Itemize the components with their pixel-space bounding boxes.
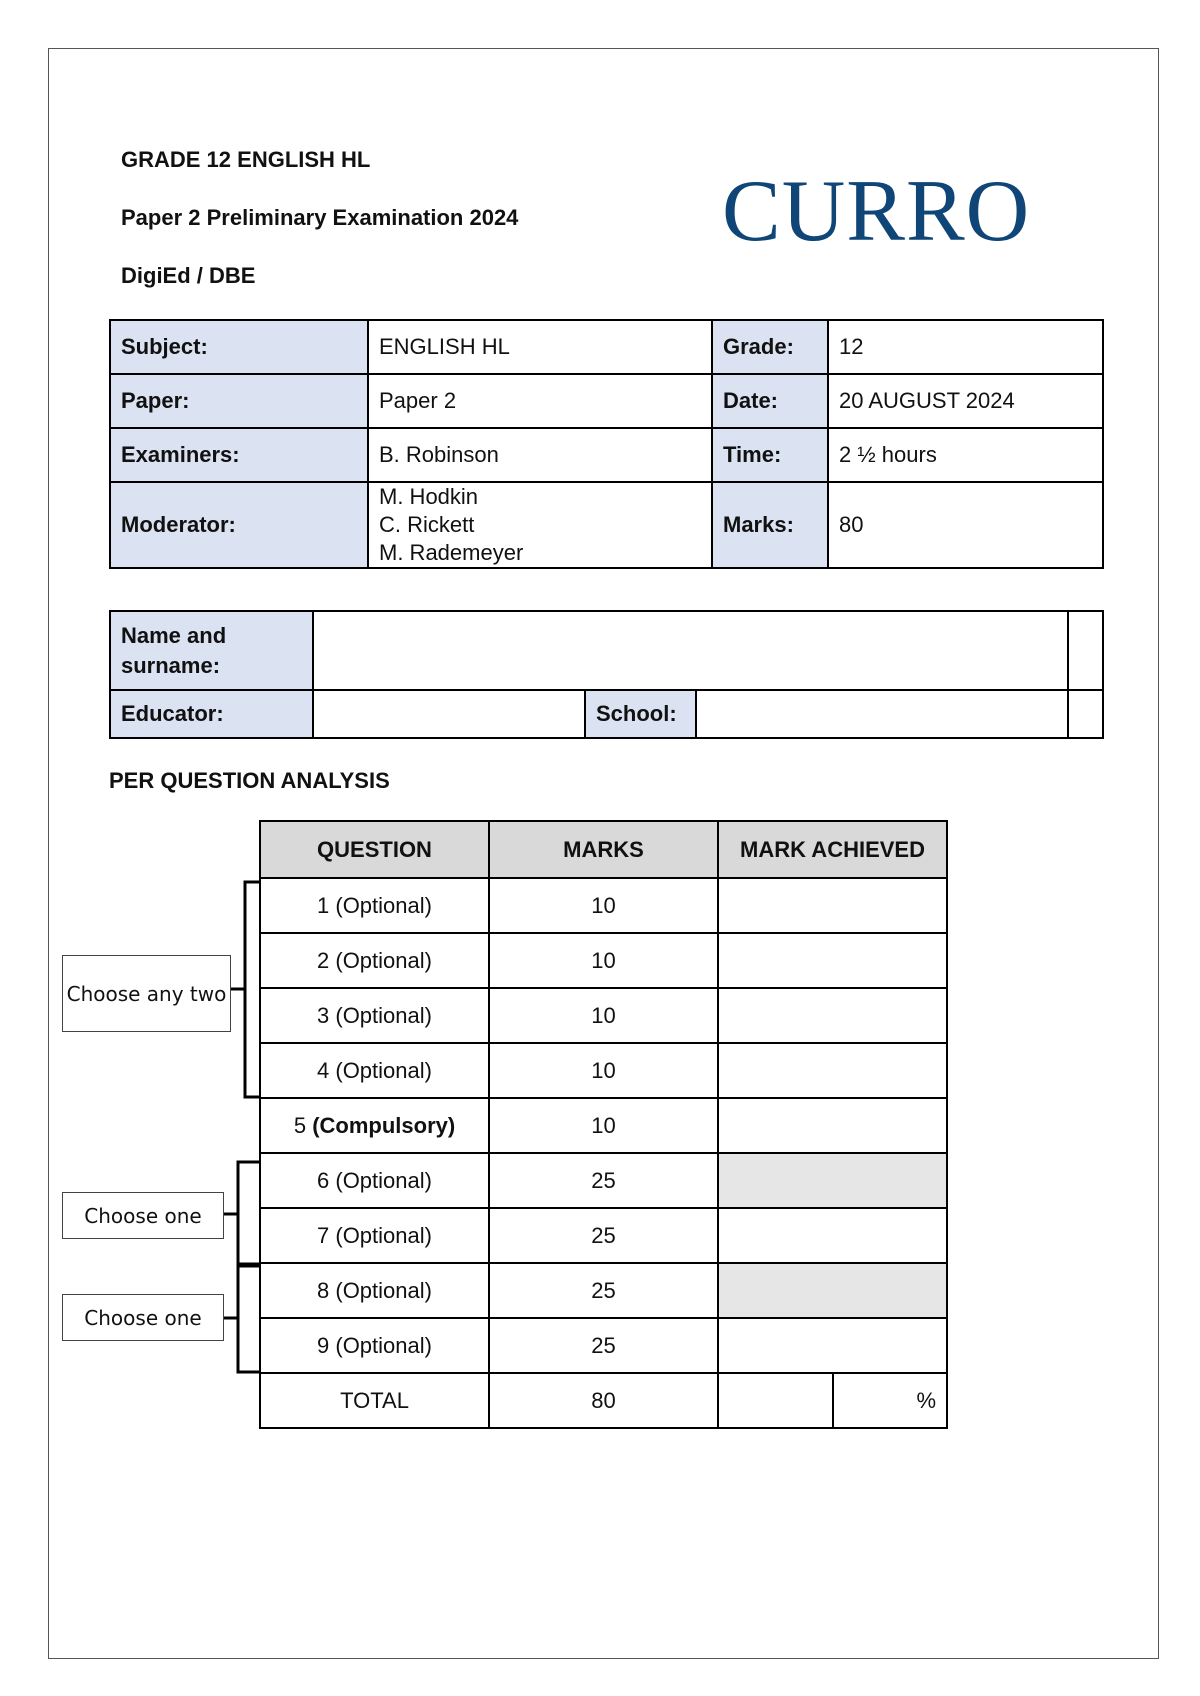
mark-achieved-column-header: MARK ACHIEVED bbox=[718, 821, 947, 878]
marks-cell: 10 bbox=[489, 1098, 718, 1153]
marks-cell: 25 bbox=[489, 1153, 718, 1208]
header-source: DigiEd / DBE bbox=[121, 263, 256, 288]
total-label: TOTAL bbox=[260, 1373, 489, 1428]
question-number: 5 bbox=[293, 1112, 307, 1138]
moderator-name: M. Rademeyer bbox=[379, 540, 524, 565]
bracket-questions-1-4 bbox=[245, 882, 259, 1097]
question-cell: 4 (Optional) bbox=[260, 1043, 489, 1098]
grade-label: Grade: bbox=[712, 320, 828, 374]
bracket-questions-6-7 bbox=[238, 1162, 259, 1264]
analysis-title: PER QUESTION ANALYSIS bbox=[109, 768, 390, 793]
choose-one-callout-b: Choose one bbox=[62, 1294, 224, 1341]
marks-cell: 10 bbox=[489, 988, 718, 1043]
question-cell: 2 (Optional) bbox=[260, 933, 489, 988]
marks-cell: 25 bbox=[489, 1263, 718, 1318]
question-cell: 7 (Optional) bbox=[260, 1208, 489, 1263]
moderator-label: Moderator: bbox=[110, 482, 368, 568]
question-column-header: QUESTION bbox=[260, 821, 489, 878]
marks-cell: 10 bbox=[489, 1043, 718, 1098]
name-surname-label: Name and surname: bbox=[110, 611, 313, 690]
date-label: Date: bbox=[712, 374, 828, 428]
curro-logo: CURRO bbox=[722, 163, 1031, 260]
date-value: 20 AUGUST 2024 bbox=[828, 374, 1103, 428]
total-marks: 80 bbox=[489, 1373, 718, 1428]
choose-one-callout-a: Choose one bbox=[62, 1192, 224, 1239]
header-paper: Paper 2 Preliminary Examination 2024 bbox=[121, 205, 519, 230]
marks-value: 80 bbox=[828, 482, 1103, 568]
paper-value: Paper 2 bbox=[368, 374, 712, 428]
question-cell: 6 (Optional) bbox=[260, 1153, 489, 1208]
marks-cell: 10 bbox=[489, 878, 718, 933]
subject-value: ENGLISH HL bbox=[368, 320, 712, 374]
marks-cell: 10 bbox=[489, 933, 718, 988]
moderator-name: C. Rickett bbox=[379, 512, 475, 537]
subject-label: Subject: bbox=[110, 320, 368, 374]
educator-label: Educator: bbox=[110, 690, 313, 738]
marks-column-header: MARKS bbox=[489, 821, 718, 878]
school-label: School: bbox=[585, 690, 696, 738]
time-value: 2 ½ hours bbox=[828, 428, 1103, 482]
bracket-questions-8-9 bbox=[238, 1266, 259, 1372]
choose-any-two-callout: Choose any two bbox=[62, 955, 231, 1032]
question-cell: 1 (Optional) bbox=[260, 878, 489, 933]
header-grade: GRADE 12 ENGLISH HL bbox=[121, 147, 371, 172]
time-label: Time: bbox=[712, 428, 828, 482]
marks-label: Marks: bbox=[712, 482, 828, 568]
marks-cell: 25 bbox=[489, 1318, 718, 1373]
question-cell: 3 (Optional) bbox=[260, 988, 489, 1043]
compulsory-note: (Compulsory) bbox=[312, 1112, 456, 1138]
examiners-value: B. Robinson bbox=[368, 428, 712, 482]
question-cell: 8 (Optional) bbox=[260, 1263, 489, 1318]
paper-label: Paper: bbox=[110, 374, 368, 428]
examiners-label: Examiners: bbox=[110, 428, 368, 482]
marks-cell: 25 bbox=[489, 1208, 718, 1263]
moderator-name: M. Hodkin bbox=[379, 484, 479, 509]
question-cell: 9 (Optional) bbox=[260, 1318, 489, 1373]
total-percent-cell[interactable]: % bbox=[833, 1373, 947, 1428]
grade-value: 12 bbox=[828, 320, 1103, 374]
